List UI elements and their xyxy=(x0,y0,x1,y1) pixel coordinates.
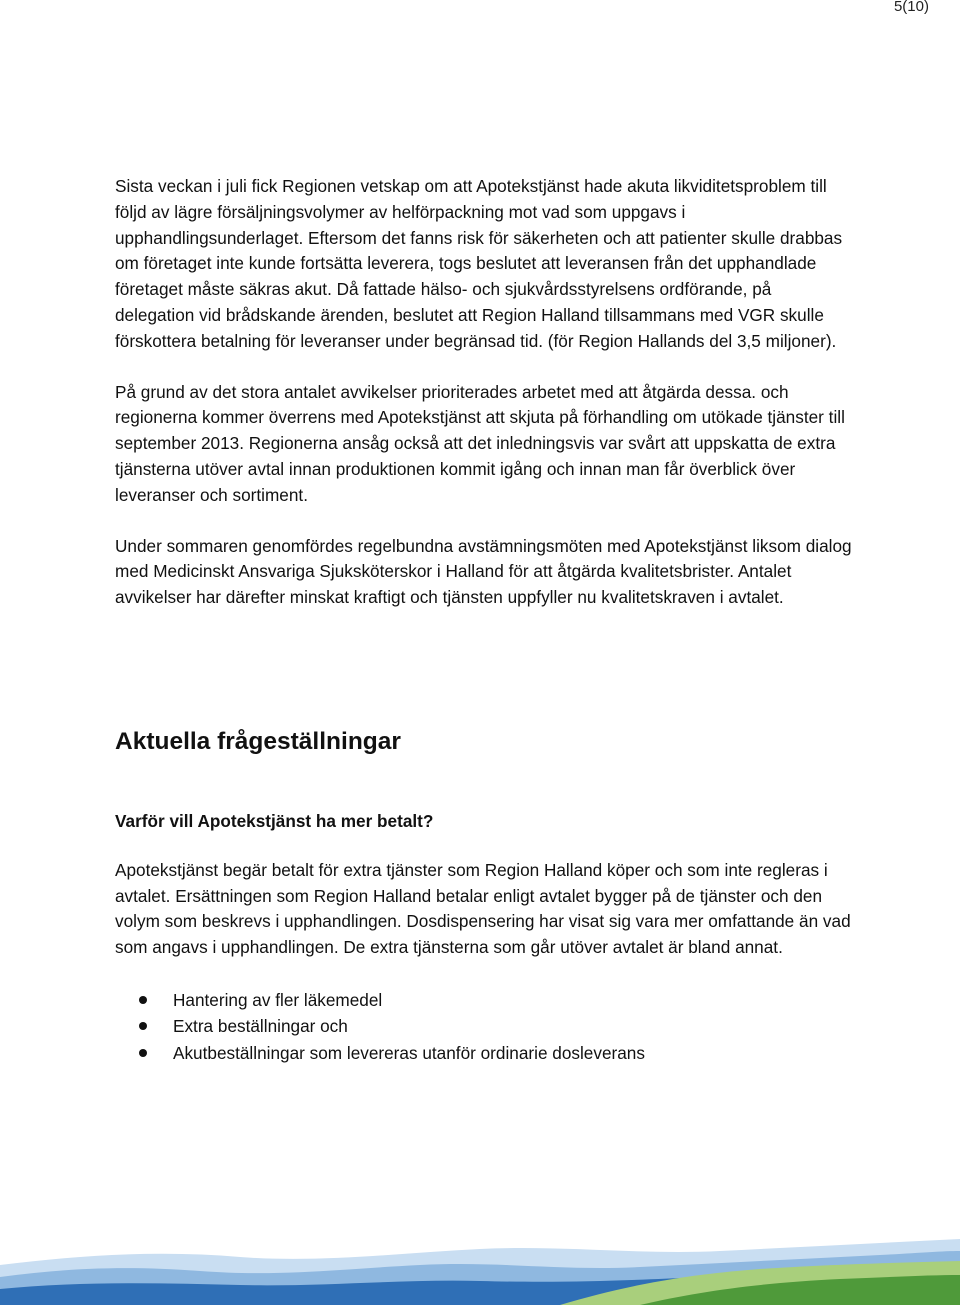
document-body xyxy=(115,174,855,1066)
footer-landscape-graphic xyxy=(0,1225,960,1305)
bullet-icon xyxy=(139,1049,147,1057)
list-item-text: Akutbeställningar som levereras utanför ordinarie dosleverans xyxy=(173,1042,645,1063)
list-item xyxy=(115,1013,855,1039)
paragraph-liquidity: Sista veckan i juli fick Regionen vetskap om att Apotekstjänst hade akuta likviditetsproblem till följd av lägre försäljningsvolymer av helförpackning mot vad som uppgavs i upphandlingsunderlaget. Eftersom det fanns risk för säkerheten och att patienter skulle drabbas om företaget inte kunde fortsätta leverera, togs beslutet att leveransen från det upphandlade företaget måste säkras akut. Då fattade hälso- och sjukvårdsstyrelsens ordförande, på delegation vid brådskande ärenden, beslutet att Region Halland tillsammans med VGR skulle förskottera betalning för leveranser under begränsad tid. (för Region Hallands del 3,5 miljoner). xyxy=(115,176,843,351)
bullet-icon xyxy=(139,996,147,1004)
list-item xyxy=(115,1040,855,1066)
section-heading: Aktuella frågeställningar xyxy=(115,727,401,755)
answer-paragraph: Apotekstjänst begär betalt för extra tjänster som Region Halland köper och som inte regleras i avtalet. Ersättningen som Region Halland betalar enligt avtalet bygger på de tjänster och den volym som beskrevs i upphandlingen. Dosdispensering har visat sig vara mer omfattande än vad som angavs i upphandlingen. De extra tjänsterna som går utöver avtalet är bland annat. xyxy=(115,859,851,958)
bullet-list xyxy=(115,987,855,1066)
list-item xyxy=(115,987,855,1013)
page-number: 5(10) xyxy=(893,0,929,15)
paragraph-summer-meetings: Under sommaren genomfördes regelbundna avstämningsmöten med Apotekstjänst liksom dialog med Medicinskt Ansvariga Sjuksköterskor i Halland för att åtgärda kvalitetsbrister. Antalet avvikelser har därefter minskat kraftigt och tjänsten uppfyller nu kvalitetskraven i avtalet. xyxy=(115,535,852,608)
list-item-text: Extra beställningar och xyxy=(173,1016,348,1037)
paragraph-deviations: På grund av det stora antalet avvikelser prioriterades arbetet med att åtgärda dessa. och regionerna kommer överrens med Apotekstjänst att skjuta på förhandling om utökade tjänster till september 2013. Regionerna ansåg också att det inledningsvis var svårt att uppskatta de extra tjänsterna utöver avtal innan produktionen kommit igång och innan man får överblick över leveranser och sortiment. xyxy=(115,381,845,505)
question-heading: Varför vill Apotekstjänst ha mer betalt? xyxy=(115,810,434,831)
bullet-icon xyxy=(139,1022,147,1030)
list-item-text: Hantering av fler läkemedel xyxy=(173,989,383,1010)
